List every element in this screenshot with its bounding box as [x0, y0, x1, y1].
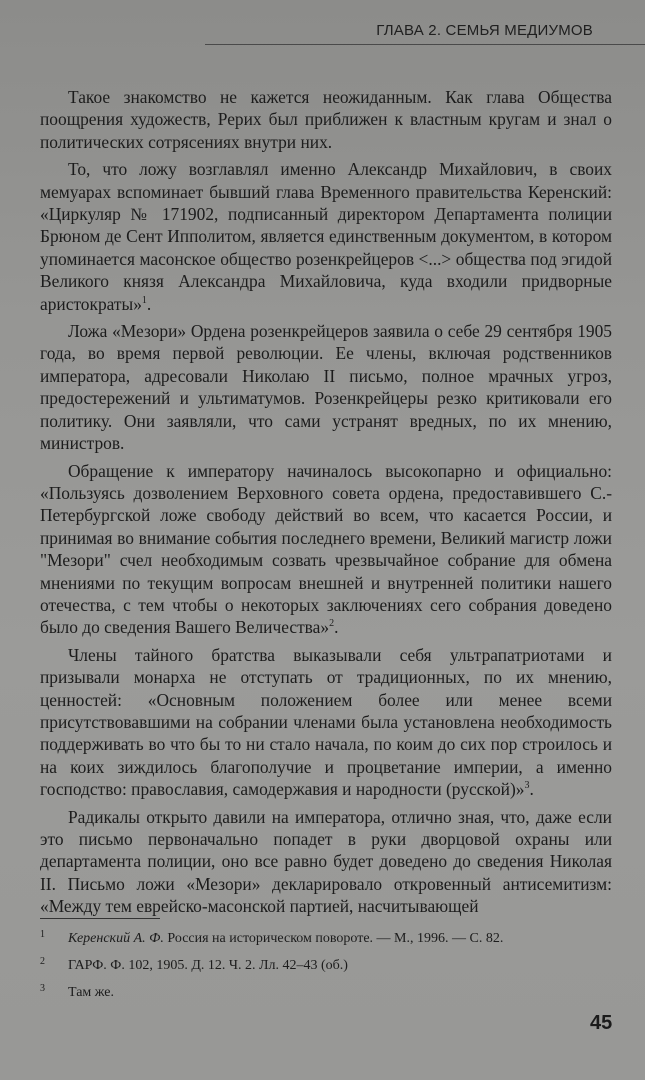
footnotes: [40, 925, 612, 1006]
body-text: [40, 86, 612, 923]
paragraph: Члены тайного братства выказывали себя ультрапатриотами и призывали монарха не отступать от традиционных, по их мнению, ценностей: «Основным положением более или менее всеми присутствовавшими на собрании членами была установлена необходимость поддерживать во что бы то ни стало начала, по коим до сих пор строилось и на коих зиждилось благополучие и процветание империи, а именно господство: православия, самодержавия и народности (русской)»$^3$.: [40, 644, 612, 800]
footnote-number: 3: [40, 983, 45, 994]
footnote-number: 2: [40, 956, 45, 967]
running-title: ГЛАВА 2. СЕМЬЯ МЕДИУМОВ: [376, 22, 593, 39]
footnote-separator: [40, 918, 160, 919]
paragraph: Ложа «Мезори» Ордена розенкрейцеров заявила о себе 29 сентября 1905 года, во время первой революции. Ее члены, включая родственников императора, адресовали Николаю II письмо, полное мрачных угроз, предостережений и ультиматумов. Розенкрейцеры резко критиковали его политику. Они заявляли, что сами устранят вредных, по их мнению, министров.: [40, 321, 612, 454]
footnote-ref[interactable]: 2: [329, 618, 335, 630]
page-number: 45: [590, 1012, 613, 1034]
footnote-ref[interactable]: 1: [141, 294, 147, 306]
footnote-text: ГАРФ. Ф. 102, 1905. Д. 12. Ч. 2. Лл. 42–43 (об.): [68, 958, 348, 973]
paragraph: Обращение к императору начиналось высокопарно и официально: «Пользуясь дозволением Верховного совета ордена, предоставившего С.-Петербургской ложе свободу действий во всем, что касается России, и принимая во внимание события последнего времени, Великий магистр ложи "Мезори" счел необходимым созвать чрезвычайное собрание для обмена мнениями по текущим вопросам внешней и внутренней политики нашего отечества, с тем чтобы о некоторых заключениях сего собрания доведено было до сведения Вашего Величества»$^2$.: [40, 460, 612, 638]
paragraph: Радикалы открыто давили на императора, отлично зная, что, даже если это письмо первоначально попадет в руки дворцовой охраны или департамента полиции, оно все равно будет доведено до сведения Николая II. Письмо ложи «Мезори» декларировало откровенный антисемитизм: «Между тем еврейско-масонской партией, насчитывающей: [40, 806, 612, 917]
paragraph: Такое знакомство не кажется неожиданным. Как глава Общества поощрения художеств, Рерих был приближен к властным кругам и знал о политических сотрясениях внутри них.: [40, 87, 612, 152]
footnote-text: Там же.: [68, 985, 114, 1000]
footnote: [40, 925, 612, 952]
footnote-author: Керенский А. Ф.: [68, 931, 164, 946]
footnote: [40, 952, 612, 979]
running-header: [205, 0, 645, 45]
footnote: [40, 979, 612, 1006]
paragraph: То, что ложу возглавлял именно Александр Михайлович, в своих мемуарах вспоминает бывший глава Временного правительства Керенский: «Циркуляр № 171902, подписанный директором Департамента полиции Брюном де Сент Ипполитом, является единственным документом, в котором упоминается масонское общество розенкрейцеров <...> общества под эгидой Великого князя Александра Михайловича, куда входили придворные аристократы»$^1$.: [40, 159, 612, 314]
footnote-number: 1: [40, 929, 45, 940]
footnote-ref[interactable]: 3: [524, 780, 530, 792]
footnote-text: Россия на историческом повороте. — М., 1996. — С. 82.: [163, 931, 504, 946]
